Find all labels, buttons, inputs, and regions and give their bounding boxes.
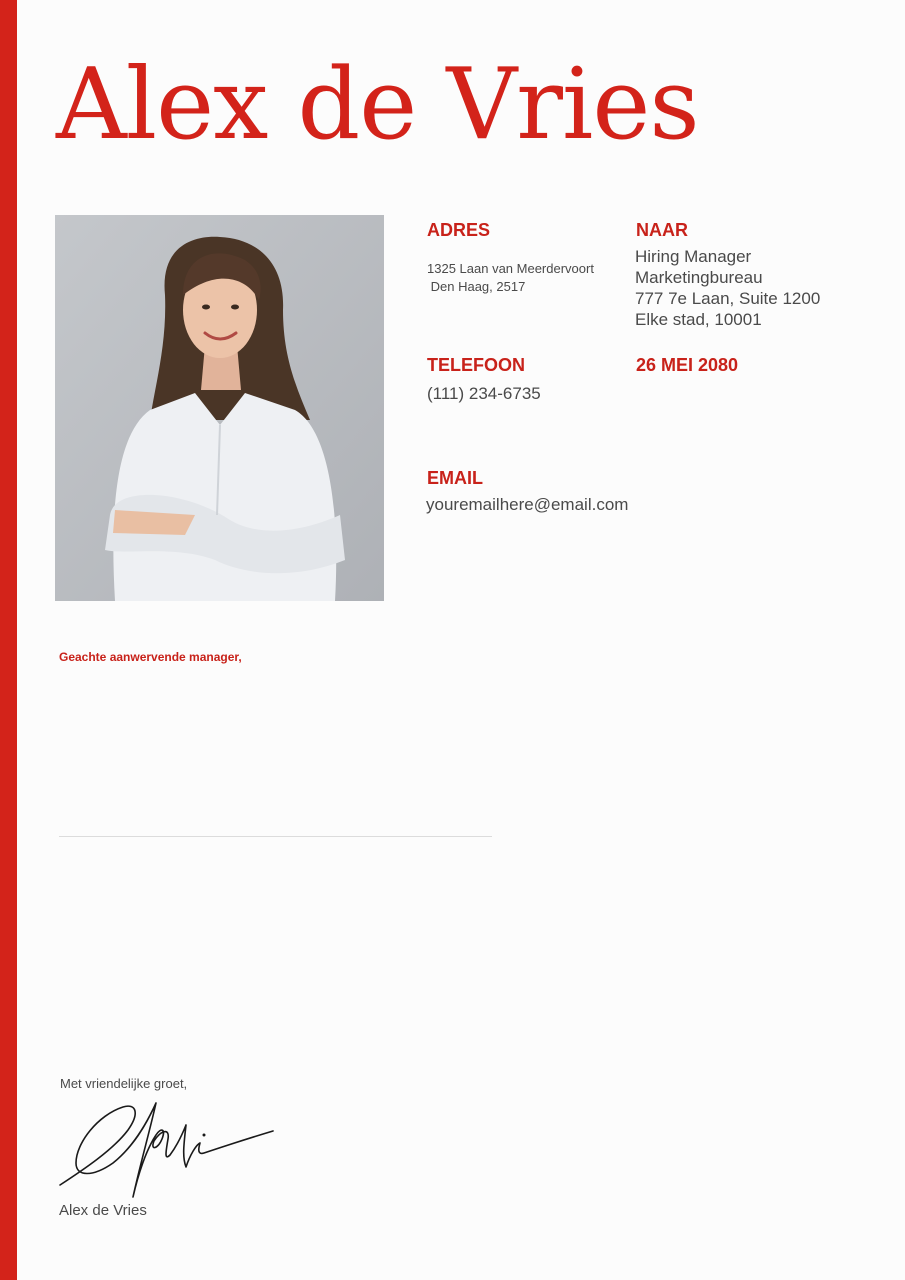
recipient-label: NAAR xyxy=(636,220,688,240)
accent-sidebar-bar xyxy=(0,0,17,1280)
applicant-name: Alex de Vries xyxy=(56,48,699,162)
recipient-line-3: 777 7e Laan, Suite 1200 xyxy=(635,289,821,308)
letter-date: 26 MEI 2080 xyxy=(636,355,739,375)
phone-label: TELEFOON xyxy=(427,355,525,375)
signature-icon xyxy=(58,1095,278,1208)
address-label: ADRES xyxy=(427,220,491,240)
portrait-photo xyxy=(55,215,384,601)
signer-name: Alex de Vries xyxy=(59,1202,147,1219)
recipient-line-1: Hiring Manager xyxy=(635,247,752,266)
letter-salutation: Geachte aanwervende manager, xyxy=(59,650,242,664)
email-value: youremailhere@email.com xyxy=(426,495,629,514)
address-line-2: Den Haag, 2517 xyxy=(427,279,526,294)
recipient-line-2: Marketingbureau xyxy=(635,268,763,287)
address-line-1: 1325 Laan van Meerdervoort xyxy=(427,261,594,276)
section-divider xyxy=(59,836,492,837)
phone-value: (111) 234-6735 xyxy=(427,384,541,403)
recipient-line-4: Elke stad, 10001 xyxy=(635,310,762,329)
email-label: EMAIL xyxy=(427,468,483,488)
closing-phrase: Met vriendelijke groet, xyxy=(60,1076,188,1091)
